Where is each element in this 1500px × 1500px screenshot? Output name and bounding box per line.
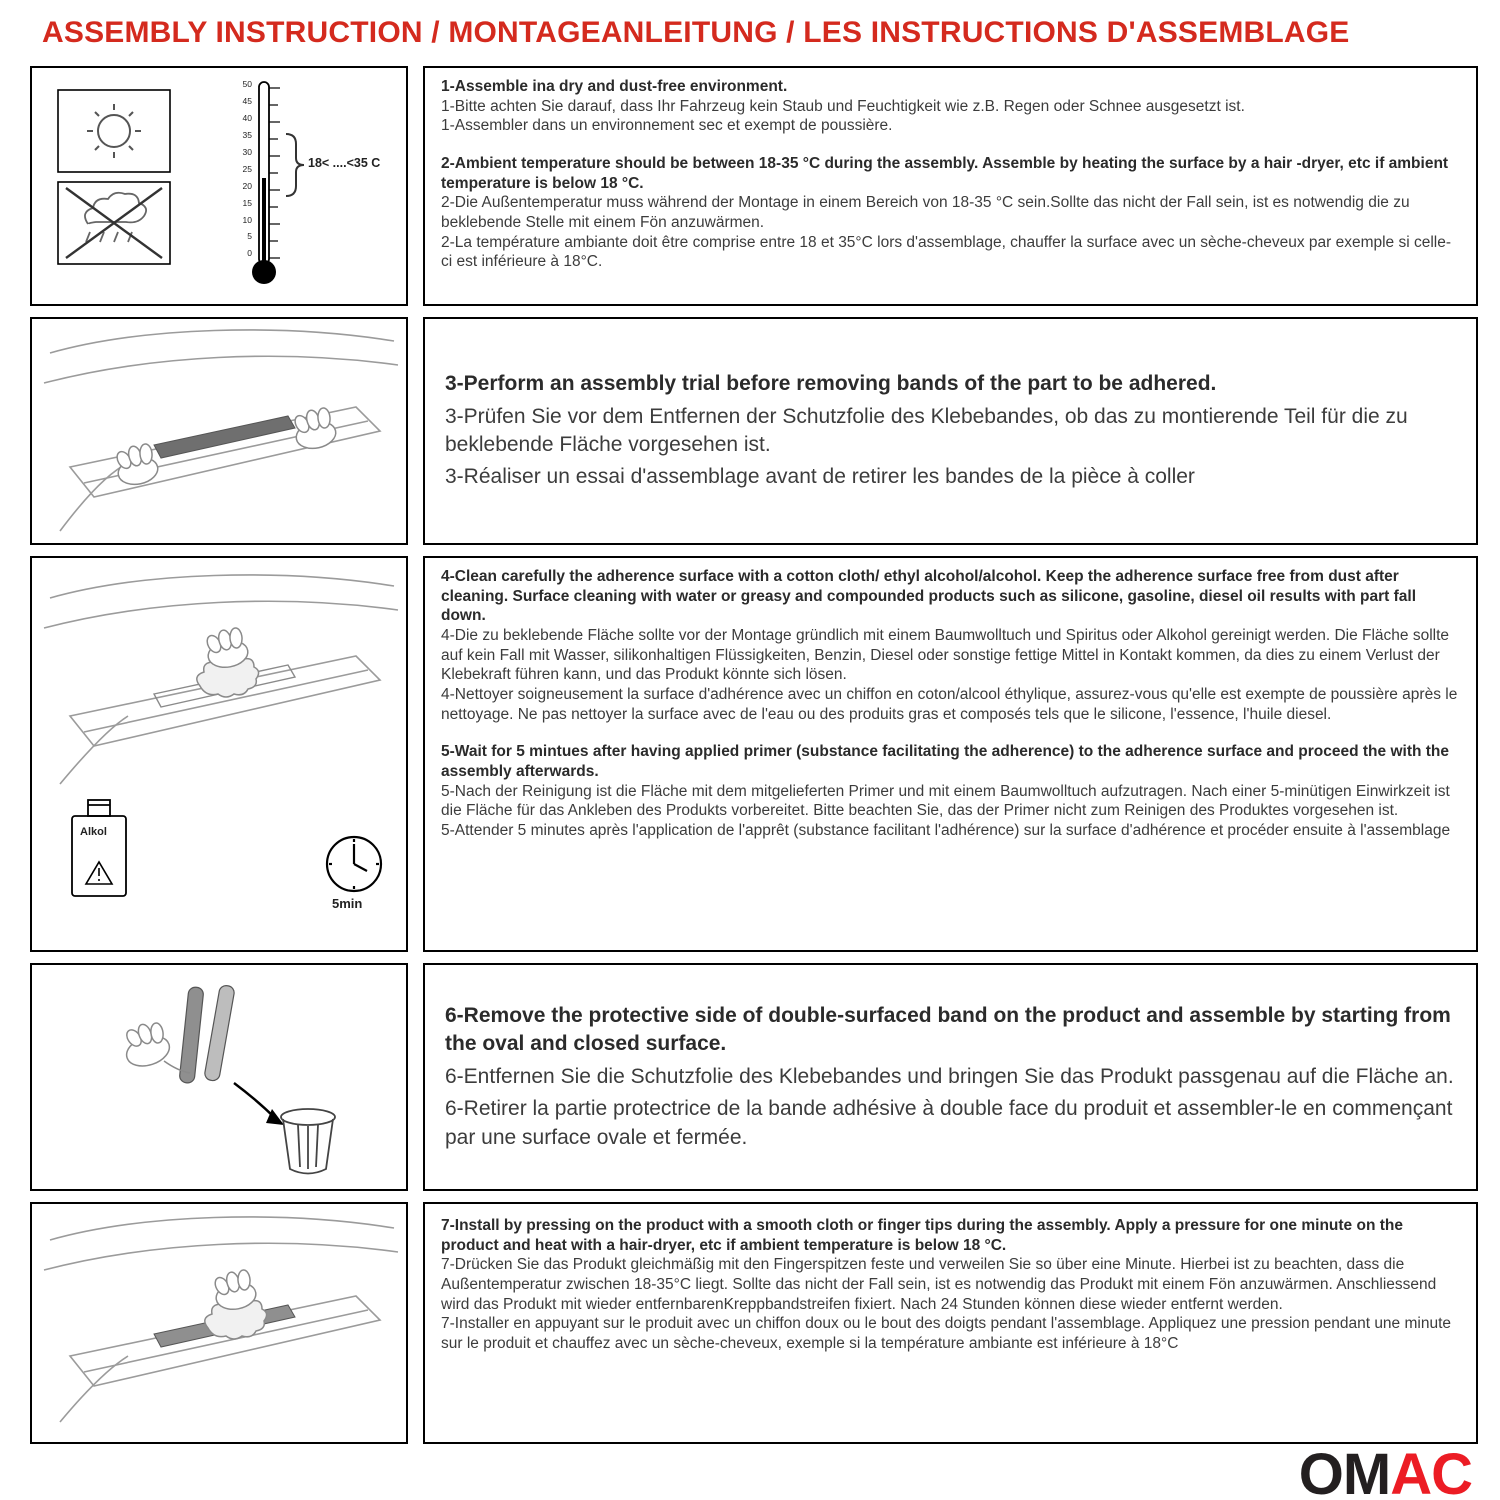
door-sill-trial-art [32, 319, 406, 543]
alcohol-bottle-icon [72, 800, 126, 896]
instruction-5-en: 5-Wait for 5 mintues after having applied primer (substance facilitating the adherence) to the adherence surface and proceed the with the assembly afterwards. [441, 743, 1449, 781]
instruction-6-de: 6-Entfernen Sie die Schutzfolie des Klebebandes und bringen Sie das Produkt passgenau auf die Fläche an. [445, 1064, 1454, 1088]
text-steps-4-5 [423, 556, 1478, 952]
instruction-1-de: 1-Bitte achten Sie darauf, dass Ihr Fahrzeug kein Staub und Feuchtigkeit wie z.B. Regen oder Schnee ausgesetzt ist. [441, 97, 1245, 115]
instruction-3-fr: 3-Réaliser un essai d'assemblage avant de retirer les bandes de la pièce à coller [445, 465, 1195, 489]
protective-band-strips [179, 985, 235, 1084]
text-step-7 [423, 1202, 1478, 1444]
environment-art [32, 68, 406, 304]
door-sill-cleaning-art [32, 558, 406, 950]
instruction-2-en: 2-Ambient temperature should be between 18-35 °C during the assembly. Assemble by heating the surface by a hair -dryer, etc if ambient temperature is below 18 °C. [441, 155, 1449, 192]
thermometer-scale [224, 80, 252, 258]
thermometer-scale-label: 5 [247, 231, 252, 242]
instruction-6-fr: 6-Retirer la partie protectrice de la bande adhésive à double face du produit et assembler-le en commençant par une surface ovale et fermée. [445, 1097, 1453, 1149]
thermometer-scale-label: 0 [247, 248, 252, 259]
instruction-7-de: 7-Drücken Sie das Produkt gleichmäßig mit den Fingerspitzen feste und verweilen Sie so über eine Minute. Hierbei ist zu beachten, dass die Außentemperatur zwischen 18-35°C liegt. Sollte das nicht der Fall sein, ist es notwendig das Produkt mit einem Fön anzuwärmen. Anschliessend wird das Produkt mit wieder entfernbarenKreppbandstreifen fixiert. Nach 24 Stunden können diese wieder entfernt werden. [441, 1256, 1437, 1313]
instruction-5-fr: 5-Attender 5 minutes après l'application de l'apprêt (substance facilitant l'adhérence) sur la surface d'adhérence et procéder ensuite à l'assemblage [441, 822, 1451, 840]
instruction-4-fr: 4-Nettoyer soigneusement la surface d'adhérence avec un chiffon en coton/alcool éthylique, assurez-vous qu'elle est exempte de poussière après le nettoyage. Ne pas nettoyer la surface avec de l'eau ou des produits gras et composés tels que le silicone, l'essence, l'huile diesel. [441, 686, 1458, 723]
page-title: ASSEMBLY INSTRUCTION / MONTAGEANLEITUNG / LES INSTRUCTIONS D'ASSEMBLAGE [42, 16, 1350, 49]
right-hand-icon [292, 408, 338, 452]
thermometer-scale-label: 50 [242, 79, 252, 89]
omac-logo-ac: AC [1390, 1442, 1472, 1500]
row-press-install [30, 1202, 1478, 1444]
thermometer-scale-label: 10 [242, 214, 252, 225]
omac-logo [1298, 1442, 1472, 1500]
omac-logo-om: OM [1298, 1442, 1391, 1500]
temperature-range-label: 18< ....<35 C [308, 156, 381, 170]
range-brace [286, 134, 304, 196]
cleaning-illustration [30, 556, 408, 952]
clock-duration-label: 5min [332, 896, 363, 911]
row-remove-band [30, 963, 1478, 1191]
remove-band-illustration [30, 963, 408, 1191]
text-step-3 [423, 317, 1478, 545]
instruction-3-de: 3-Prüfen Sie vor dem Entfernen der Schutzfolie des Klebebandes, ob das zu montierende Teil für die zu beklebende Fläche vorgesehen ist. [445, 404, 1408, 456]
row-assembly-trial [30, 317, 1478, 545]
peel-band-art [32, 965, 406, 1189]
thermometer-scale-label: 45 [242, 95, 252, 106]
text-step-6 [423, 963, 1478, 1191]
instruction-1-fr: 1-Assembler dans un environnement sec et exempt de poussière. [441, 117, 893, 135]
instruction-rows [30, 66, 1478, 1444]
clock-icon [327, 837, 381, 891]
footer [30, 1444, 1478, 1500]
instruction-2-de: 2-Die Außentemperatur muss während der Montage in einem Bereich von 18-35 °C sein.Sollte das nicht der Fall sein, ist es notwendig die zu beklebende Stelle mit einem Fön anzuwärmen. [441, 194, 1410, 232]
instruction-4-en: 4-Clean carefully the adherence surface with a cotton cloth/ ethyl alcohol/alcohol. Keep the adherence surface free from dust after cleaning. Surface cleaning with water or greasy and compounded products such as silicone, gasoline, diesel oil results with part fall down. [441, 568, 1417, 625]
door-sill-press-art [32, 1204, 406, 1442]
instruction-4-de: 4-Die zu beklebende Fläche sollte vor der Montage gründlich mit einem Baumwolltuch und Spiritus oder Alkohol gereinigt werden. Die Fläche sollte auf kein Fall mit Wasser, silikonhaltigen Flüssigkeiten, Benzin, Diesel oder sonstige fettige Mittel in Kontakt kommen, da dies zu einem Verlust der Klebekraft führen kann, und das Produkt könnte sich lösen. [441, 627, 1450, 684]
alcohol-label: Alkol [80, 826, 107, 838]
peeling-hand-icon [123, 1022, 190, 1073]
press-install-illustration [30, 1202, 408, 1444]
row-cleaning [30, 556, 1478, 952]
instruction-7-fr: 7-Installer en appuyant sur le produit avec un chiffon doux ou le bout des doigts pendant l'assemblage. Appliquez une pression pendant une minute sur le produit et chauffez avec un sèche-cheveux, exemple si la température ambiante est inférieure à 18°C [441, 1315, 1452, 1353]
thermometer-scale-label: 30 [242, 146, 252, 157]
thermometer-icon [252, 82, 280, 284]
instruction-1-en: 1-Assemble ina dry and dust-free environment. [441, 78, 788, 95]
instruction-6-en: 6-Remove the protective side of double-surfaced band on the product and assemble by starting from the oval and closed surface. [445, 1004, 1451, 1056]
instruction-7-en: 7-Install by pressing on the product with a smooth cloth or finger tips during the assembly. Apply a pressure for one minute on the product and heat with a hair-dryer, etc if ambient temperature is below 18 °C. [441, 1217, 1403, 1254]
assembly-trial-illustration [30, 317, 408, 545]
thermometer-scale-label: 25 [242, 163, 252, 174]
text-steps-1-2 [423, 66, 1478, 306]
warning-triangle-icon [86, 862, 112, 884]
arrow-to-trash [234, 1083, 276, 1119]
thermometer-scale-label: 20 [242, 180, 252, 191]
row-environment [30, 66, 1478, 306]
instruction-3-en: 3-Perform an assembly trial before removing bands of the part to be adhered. [445, 372, 1217, 396]
thermometer-scale-label: 15 [242, 197, 252, 208]
environment-illustration [30, 66, 408, 306]
sun-icon [58, 90, 170, 172]
trash-can-icon [281, 1109, 335, 1174]
thermometer-scale-label: 35 [242, 129, 252, 140]
instruction-5-de: 5-Nach der Reinigung ist die Fläche mit dem mitgelieferten Primer und mit einem Baumwolltuch aufzutragen. Nach einer 5-minütigen Einwirkzeit ist die Fläche für das Ankleben des Produkts vorbereitet. Bitte beachten Sie, das der Primer nicht zum Reinigen des Produktes vorgesehen ist. [441, 782, 1450, 820]
instruction-2-fr: 2-La température ambiante doit être comprise entre 18 et 35°C lors d'assemblage, chauffer la surface avec un sèche-cheveux par exemple si celle-ci est inférieure à 18°C. [441, 233, 1452, 271]
thermometer-scale-label: 40 [242, 112, 252, 123]
